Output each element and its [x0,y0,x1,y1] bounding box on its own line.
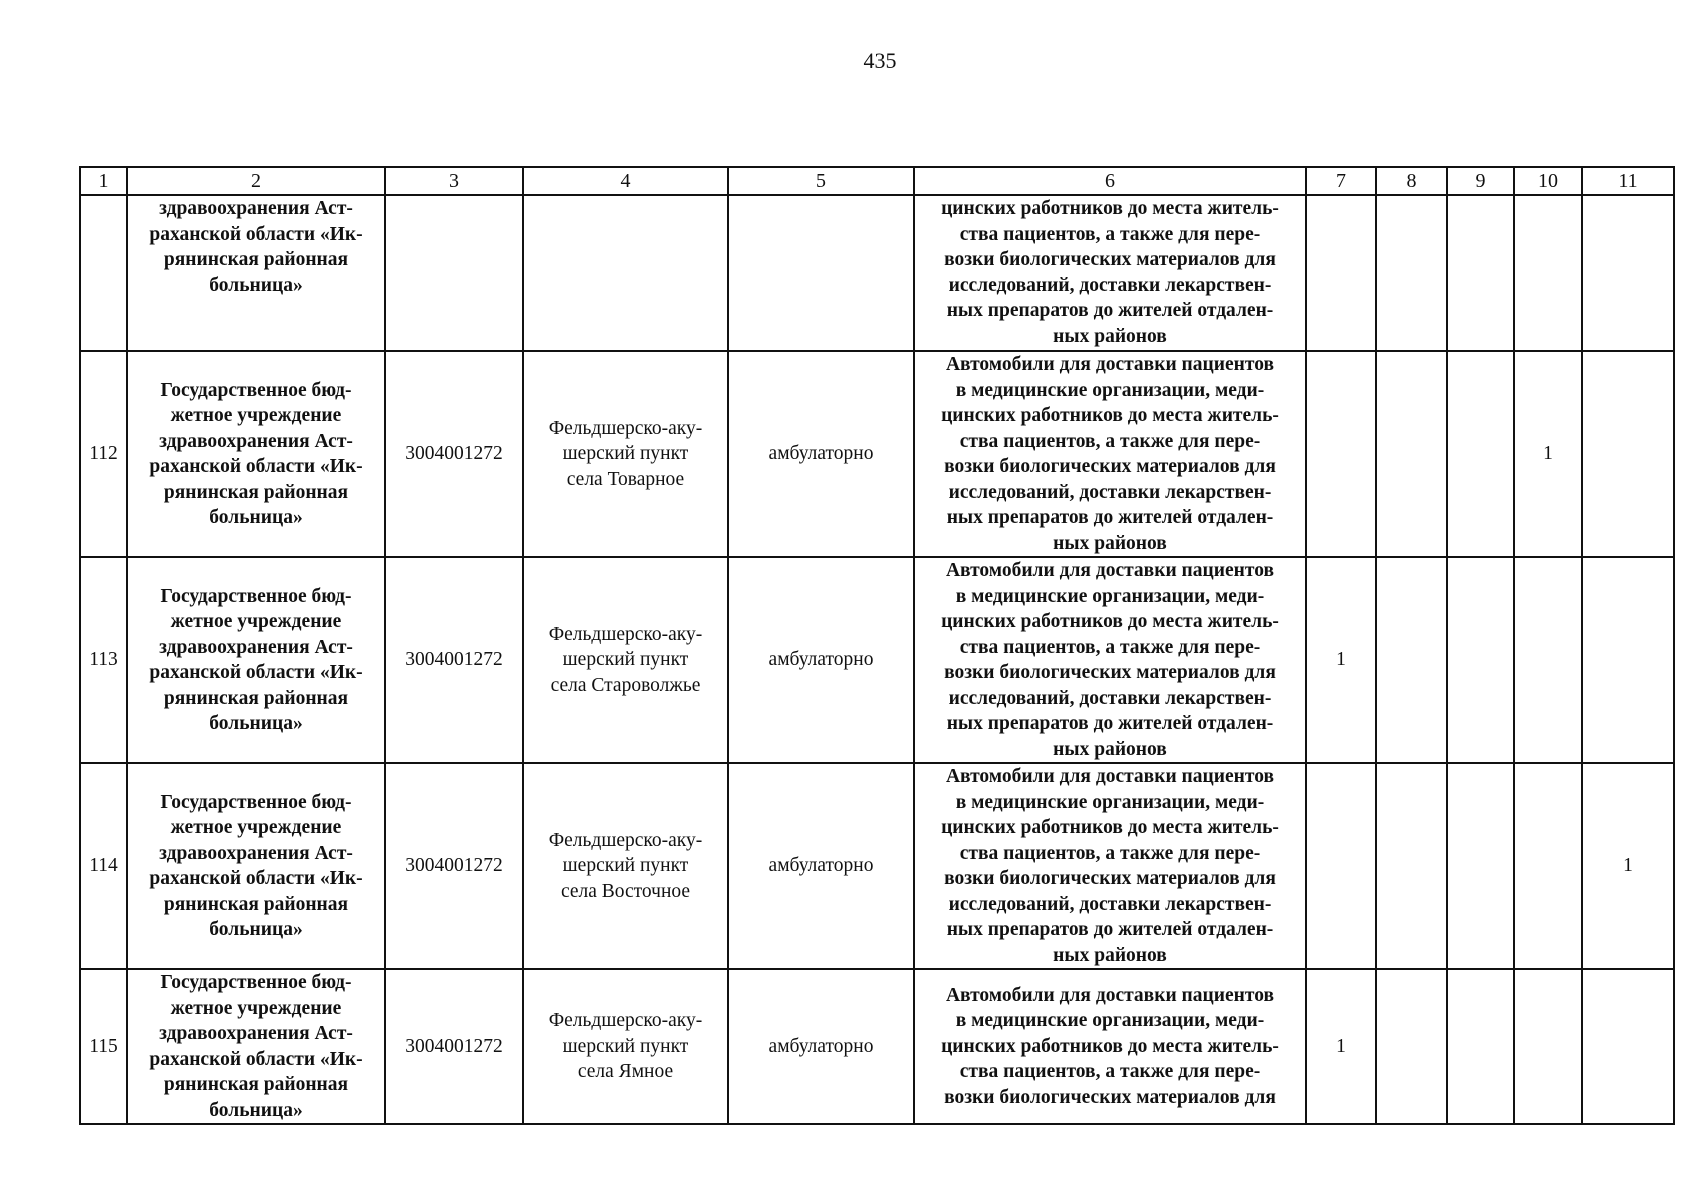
vehicle-register-table [79,166,1675,1125]
cell-c10 [1514,969,1582,1124]
cell-num: 115 [80,969,127,1124]
page-number: 435 [863,48,897,73]
cell-care-form [728,195,914,351]
cell-facility: Фельдшерско-аку- шерский пункт села Ямное [523,969,728,1124]
cell-organization: Государственное бюд- жетное учреждение здравоохранения Аст- раханской области «Ик- рянинская районная больница» [127,763,385,969]
cell-c9 [1447,969,1514,1124]
cell-purpose: Автомобили для доставки пациентов в медицинские организации, меди- цинских работников до места житель- ства пациентов, а также для пере- возки биологических материалов для [914,969,1306,1124]
cell-care-form: амбулаторно [728,351,914,557]
column-number: 11 [1582,167,1674,195]
cell-c8 [1376,763,1447,969]
cell-num: 113 [80,557,127,763]
cell-facility [523,195,728,351]
cell-facility: Фельдшерско-аку- шерский пункт села Восточное [523,763,728,969]
table-row [80,557,1674,763]
column-number: 8 [1376,167,1447,195]
cell-c10: 1 [1514,351,1582,557]
cell-inn: 3004001272 [385,351,523,557]
cell-purpose: цинских работников до места житель- ства пациентов, а также для пере- возки биологических материалов для исследований, доставки лекарствен- ных препаратов до жителей отдален- ных районов [914,195,1306,351]
cell-care-form: амбулаторно [728,969,914,1124]
cell-organization: здравоохранения Аст- раханской области «Ик- рянинская районная больница» [127,195,385,351]
table-row [80,969,1674,1124]
column-number: 2 [127,167,385,195]
cell-num [80,195,127,351]
column-number: 1 [80,167,127,195]
cell-facility: Фельдшерско-аку- шерский пункт села Товарное [523,351,728,557]
column-number: 3 [385,167,523,195]
cell-purpose: Автомобили для доставки пациентов в медицинские организации, меди- цинских работников до места житель- ства пациентов, а также для пере- возки биологических материалов для исследований, доставки лекарствен- ных препаратов до жителей отдален- ных районов [914,763,1306,969]
cell-inn: 3004001272 [385,969,523,1124]
cell-c11 [1582,195,1674,351]
cell-c11: 1 [1582,763,1674,969]
column-number-header [80,167,1674,195]
cell-purpose: Автомобили для доставки пациентов в медицинские организации, меди- цинских работников до места житель- ства пациентов, а также для пере- возки биологических материалов для исследований, доставки лекарствен- ных препаратов до жителей отдален- ных районов [914,351,1306,557]
cell-c10 [1514,557,1582,763]
cell-organization: Государственное бюд- жетное учреждение здравоохранения Аст- раханской области «Ик- рянинская районная больница» [127,557,385,763]
cell-c7 [1306,195,1376,351]
cell-c11 [1582,557,1674,763]
column-number: 4 [523,167,728,195]
column-number: 6 [914,167,1306,195]
cell-c9 [1447,763,1514,969]
table-row [80,763,1674,969]
column-number: 9 [1447,167,1514,195]
cell-c10 [1514,195,1582,351]
cell-c9 [1447,195,1514,351]
cell-inn: 3004001272 [385,763,523,969]
cell-inn [385,195,523,351]
cell-c11 [1582,969,1674,1124]
cell-c8 [1376,969,1447,1124]
cell-c7: 1 [1306,557,1376,763]
cell-inn: 3004001272 [385,557,523,763]
column-number: 10 [1514,167,1582,195]
table-row-continuation [80,195,1674,351]
cell-c7 [1306,763,1376,969]
cell-c8 [1376,195,1447,351]
table-row [80,351,1674,557]
cell-c8 [1376,351,1447,557]
cell-c7 [1306,351,1376,557]
cell-organization: Государственное бюд- жетное учреждение здравоохранения Аст- раханской области «Ик- рянинская районная больница» [127,969,385,1124]
cell-num: 112 [80,351,127,557]
cell-c10 [1514,763,1582,969]
cell-care-form: амбулаторно [728,557,914,763]
column-number: 7 [1306,167,1376,195]
cell-purpose: Автомобили для доставки пациентов в медицинские организации, меди- цинских работников до места житель- ства пациентов, а также для пере- возки биологических материалов для исследований, доставки лекарствен- ных препаратов до жителей отдален- ных районов [914,557,1306,763]
cell-num: 114 [80,763,127,969]
cell-care-form: амбулаторно [728,763,914,969]
cell-c9 [1447,351,1514,557]
column-number: 5 [728,167,914,195]
cell-c11 [1582,351,1674,557]
cell-c8 [1376,557,1447,763]
cell-organization: Государственное бюд- жетное учреждение здравоохранения Аст- раханской области «Ик- рянинская районная больница» [127,351,385,557]
cell-c9 [1447,557,1514,763]
cell-c7: 1 [1306,969,1376,1124]
cell-facility: Фельдшерско-аку- шерский пункт села Староволжье [523,557,728,763]
